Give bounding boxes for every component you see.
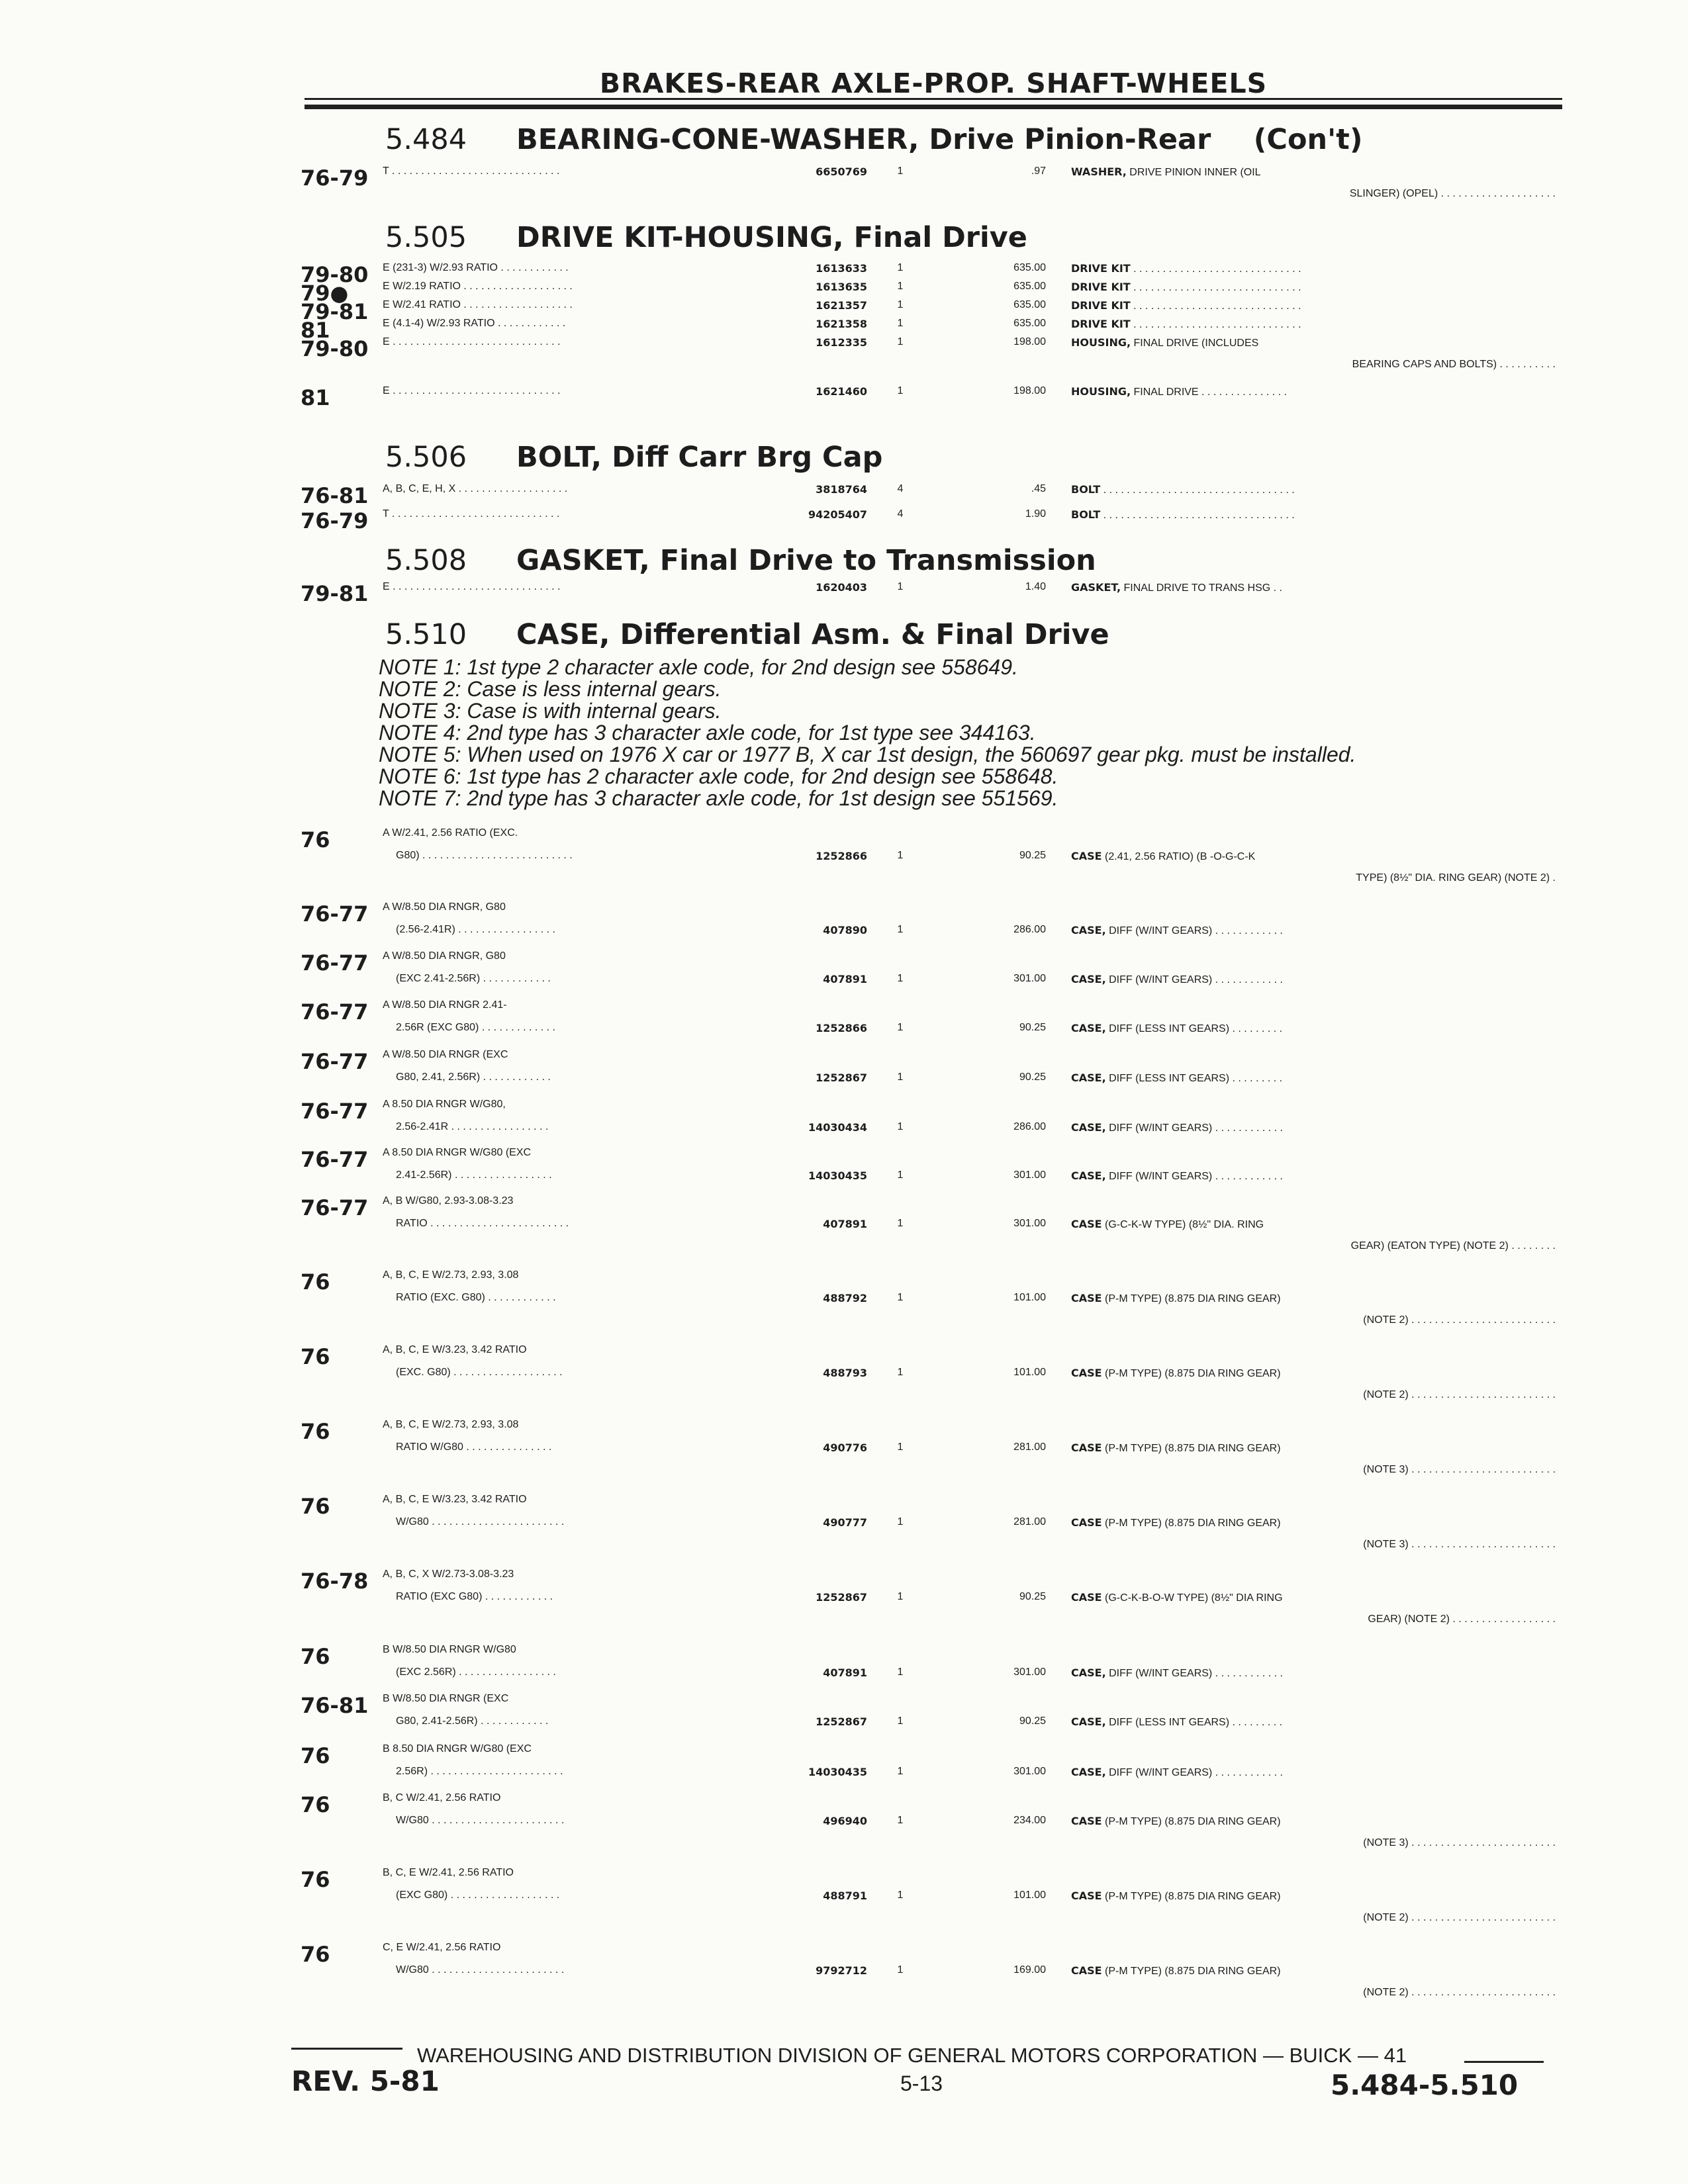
part-name (1071, 581, 1561, 594)
part-name-detail: (P-M TYPE) (8.875 DIA RING GEAR) (1102, 1293, 1281, 1304)
part-name-cont: GEAR) (NOTE 2) . . . . . . . . . . . . . . . . . . (1368, 1614, 1556, 1625)
quantity: 1 (897, 1889, 904, 1901)
quantity: 1 (897, 281, 904, 292)
part-name-detail: DIFF (W/INT GEARS) . . . . . . . . . . . . (1105, 1668, 1283, 1679)
part-number: 1252867 (816, 1715, 867, 1728)
part-name-keyword: CASE (1071, 1292, 1102, 1304)
model-years: 76-79 (301, 508, 369, 533)
quantity: 1 (897, 1964, 904, 1976)
note-line: NOTE 2: Case is less internal gears. (379, 677, 722, 701)
section-number: 5.505 (385, 221, 467, 254)
quantity: 1 (897, 1292, 904, 1303)
application-desc-cont: W/G80 . . . . . . . . . . . . . . . . . . . . . . . (396, 1516, 565, 1527)
model-years: 76-77 (301, 1099, 369, 1124)
part-name-detail: DIFF (W/INT GEARS) . . . . . . . . . . . . (1105, 1122, 1283, 1134)
application-desc-cont: 2.41-2.56R) . . . . . . . . . . . . . . . . . (396, 1169, 552, 1181)
application-desc: E W/2.41 RATIO . . . . . . . . . . . . . . . . . . . (383, 299, 573, 310)
part-number: 490776 (823, 1441, 867, 1454)
part-name-detail: (P-M TYPE) (8.875 DIA RING GEAR) (1102, 1816, 1281, 1827)
note-line: NOTE 3: Case is with internal gears. (379, 699, 722, 723)
model-years: 76 (301, 1942, 330, 1967)
note-line: NOTE 4: 2nd type has 3 character axle code, for 1st type see 344163. (379, 721, 1036, 745)
part-name-cont: (NOTE 3) . . . . . . . . . . . . . . . . . . . . . . . . . (1363, 1539, 1556, 1550)
part-name (1071, 1666, 1561, 1680)
quantity: 1 (897, 165, 904, 177)
application-desc: A W/8.50 DIA RNGR, G80 (383, 901, 506, 913)
application-desc: B W/8.50 DIA RNGR (EXC (383, 1693, 509, 1704)
section-title: GASKET, Final Drive to Transmission (516, 544, 1096, 577)
part-name-keyword: CASE, (1071, 1169, 1106, 1182)
part-number: 1613633 (816, 262, 867, 275)
application-desc: A W/8.50 DIA RNGR 2.41- (383, 999, 507, 1011)
part-name-cont: BEARING CAPS AND BOLTS) . . . . . . . . . . (1352, 359, 1556, 370)
application-desc: A W/2.41, 2.56 RATIO (EXC. (383, 827, 518, 839)
page-header-title: BRAKES-REAR AXLE-PROP. SHAFT-WHEELS (599, 68, 1268, 99)
model-years: 76 (301, 1344, 330, 1369)
part-name-keyword: CASE, (1071, 1766, 1106, 1778)
application-desc: A, B, C, E, H, X . . . . . . . . . . . . . . . . . . . (383, 483, 568, 494)
part-name-detail: . . . . . . . . . . . . . . . . . . . . . . . . . . . . . . . . . (1100, 484, 1295, 496)
part-name-keyword: CASE, (1071, 973, 1106, 985)
application-desc: A, B, C, E W/2.73, 2.93, 3.08 (383, 1269, 519, 1281)
section-title: DRIVE KIT-HOUSING, Final Drive (516, 221, 1027, 254)
part-name (1071, 1292, 1561, 1305)
quantity: 1 (897, 1815, 904, 1826)
price: 635.00 (1013, 281, 1046, 292)
part-name-keyword: BOLT (1071, 483, 1101, 496)
application-desc: A W/8.50 DIA RNGR (EXC (383, 1049, 508, 1060)
price: 301.00 (1013, 973, 1046, 984)
model-years: 76-77 (301, 1195, 369, 1220)
part-name-detail: (P-M TYPE) (8.875 DIA RING GEAR) (1102, 1966, 1281, 1977)
application-desc: A W/8.50 DIA RNGR, G80 (383, 950, 506, 962)
part-name (1071, 281, 1561, 294)
application-desc-cont: W/G80 . . . . . . . . . . . . . . . . . . . . . . . (396, 1815, 565, 1826)
part-name-detail: (G-C-K-W TYPE) (8½" DIA. RING (1102, 1219, 1264, 1230)
application-desc-cont: RATIO . . . . . . . . . . . . . . . . . . . . . . . . (396, 1218, 569, 1229)
application-desc: B 8.50 DIA RNGR W/G80 (EXC (383, 1743, 532, 1754)
quantity: 1 (897, 336, 904, 347)
part-name (1071, 1516, 1561, 1529)
application-desc-cont: (EXC G80) . . . . . . . . . . . . . . . . . . . (396, 1889, 560, 1901)
price: 198.00 (1013, 336, 1046, 347)
price: 281.00 (1013, 1441, 1046, 1453)
note-line: NOTE 5: When used on 1976 X car or 1977 B, X car 1st design, the 560697 gear pkg. must be installed. (379, 743, 1356, 766)
part-number: 14030434 (808, 1121, 867, 1134)
application-desc: E (4.1-4) W/2.93 RATIO . . . . . . . . . . . . (383, 318, 566, 329)
part-name-detail: FINAL DRIVE (INCLUDES (1131, 338, 1259, 349)
part-name-detail: (P-M TYPE) (8.875 DIA RING GEAR) (1102, 1891, 1281, 1902)
price: 101.00 (1013, 1367, 1046, 1378)
section-title: BOLT, Diff Carr Brg Cap (516, 441, 883, 474)
part-name-keyword: CASE (1071, 1591, 1102, 1604)
part-name (1071, 924, 1561, 937)
application-desc: E (231-3) W/2.93 RATIO . . . . . . . . . . . . (383, 262, 569, 273)
price: 301.00 (1013, 1218, 1046, 1229)
model-years: 79-80 (301, 336, 369, 361)
section-number: 5.508 (385, 544, 467, 577)
part-name-keyword: CASE (1071, 1889, 1102, 1902)
quantity: 1 (897, 1516, 904, 1527)
application-desc-cont: (EXC 2.41-2.56R) . . . . . . . . . . . . (396, 973, 551, 984)
part-name-cont: (NOTE 2) . . . . . . . . . . . . . . . . . . . . . . . . . (1363, 1389, 1556, 1400)
part-name (1071, 1367, 1561, 1380)
part-name (1071, 1121, 1561, 1134)
price: 90.25 (1019, 1022, 1046, 1033)
model-years: 76-77 (301, 999, 369, 1024)
quantity: 4 (897, 483, 904, 494)
part-number: 1613635 (816, 281, 867, 293)
price: 101.00 (1013, 1292, 1046, 1303)
footer-section-range: 5.484-5.510 (1331, 2069, 1519, 2101)
quantity: 1 (897, 385, 904, 396)
application-desc-cont: 2.56-2.41R . . . . . . . . . . . . . . . . . (396, 1121, 549, 1132)
part-number: 407891 (823, 1218, 867, 1230)
note-line: NOTE 7: 2nd type has 3 character axle code, for 1st design see 551569. (379, 786, 1058, 810)
application-desc-cont: (2.56-2.41R) . . . . . . . . . . . . . . . . . (396, 924, 555, 935)
price: 301.00 (1013, 1766, 1046, 1777)
part-number: 488793 (823, 1367, 867, 1379)
price: 301.00 (1013, 1666, 1046, 1678)
model-years: 79-80 (301, 262, 369, 287)
part-name-detail: . . . . . . . . . . . . . . . . . . . . . . . . . . . . . . . . . (1100, 510, 1295, 521)
part-number: 490777 (823, 1516, 867, 1529)
part-name-keyword: BOLT (1071, 508, 1101, 521)
quantity: 1 (897, 1071, 904, 1083)
application-desc-cont: 2.56R (EXC G80) . . . . . . . . . . . . . (396, 1022, 555, 1033)
part-name-keyword: CASE, (1071, 1022, 1106, 1034)
part-name-detail: DIFF (W/INT GEARS) . . . . . . . . . . . . (1105, 1171, 1283, 1182)
part-name (1071, 299, 1561, 312)
part-name-keyword: WASHER, (1071, 165, 1127, 178)
part-name-detail: DIFF (W/INT GEARS) . . . . . . . . . . . . (1105, 974, 1283, 985)
part-name-cont: (NOTE 3) . . . . . . . . . . . . . . . . . . . . . . . . . (1363, 1464, 1556, 1475)
model-years: 76-77 (301, 950, 369, 976)
application-desc-cont: G80, 2.41, 2.56R) . . . . . . . . . . . . (396, 1071, 551, 1083)
model-years: 76-77 (301, 1049, 369, 1074)
part-name (1071, 483, 1561, 496)
part-name-keyword: CASE, (1071, 924, 1106, 936)
application-desc: A, B W/G80, 2.93-3.08-3.23 (383, 1195, 514, 1206)
part-name-detail: DIFF (W/INT GEARS) . . . . . . . . . . . . (1105, 925, 1283, 936)
section-heading (385, 221, 1027, 254)
part-name-detail: DRIVE PINION INNER (OIL (1126, 167, 1261, 178)
footer-revision: REV. 5-81 (291, 2065, 440, 2097)
section-heading (385, 441, 882, 474)
price: .45 (1031, 483, 1046, 494)
application-desc: E . . . . . . . . . . . . . . . . . . . . . . . . . . . . . (383, 385, 561, 396)
part-name (1071, 1218, 1561, 1231)
price: 90.25 (1019, 850, 1046, 861)
application-desc-cont: RATIO (EXC. G80) . . . . . . . . . . . . (396, 1292, 556, 1303)
quantity: 1 (897, 262, 904, 273)
part-number: 1621460 (816, 385, 867, 398)
section-heading (385, 123, 1363, 156)
application-desc-cont: RATIO W/G80 . . . . . . . . . . . . . . . (396, 1441, 552, 1453)
application-desc: E . . . . . . . . . . . . . . . . . . . . . . . . . . . . . (383, 336, 561, 347)
price: 1.40 (1025, 581, 1046, 592)
quantity: 1 (897, 1169, 904, 1181)
part-number: 1621358 (816, 318, 867, 330)
section-suffix: (Con't) (1253, 123, 1363, 156)
part-number: 1621357 (816, 299, 867, 312)
quantity: 1 (897, 1121, 904, 1132)
part-name-keyword: CASE (1071, 1964, 1102, 1977)
part-name-detail: . . . . . . . . . . . . . . . . . . . . . . . . . . . . . (1130, 263, 1301, 275)
model-years: 76 (301, 1867, 330, 1892)
part-name-keyword: GASKET, (1071, 581, 1121, 594)
section-number: 5.484 (385, 123, 467, 156)
part-name (1071, 165, 1561, 179)
section-number: 5.506 (385, 441, 467, 474)
part-name-keyword: DRIVE KIT (1071, 299, 1131, 312)
application-desc: B, C, E W/2.41, 2.56 RATIO (383, 1867, 514, 1878)
quantity: 1 (897, 924, 904, 935)
application-desc-cont: 2.56R) . . . . . . . . . . . . . . . . . . . . . . . (396, 1766, 563, 1777)
part-number: 1252867 (816, 1591, 867, 1604)
part-name-detail: (G-C-K-B-O-W TYPE) (8½" DIA RING (1102, 1592, 1283, 1604)
header-rule-thick (305, 105, 1562, 109)
part-name (1071, 318, 1561, 331)
price: 169.00 (1013, 1964, 1046, 1976)
application-desc-cont: (EXC. G80) . . . . . . . . . . . . . . . . . . . (396, 1367, 563, 1378)
part-name-cont: (NOTE 2) . . . . . . . . . . . . . . . . . . . . . . . . . (1363, 1912, 1556, 1923)
application-desc: T . . . . . . . . . . . . . . . . . . . . . . . . . . . . . (383, 165, 560, 177)
part-name-detail: . . . . . . . . . . . . . . . . . . . . . . . . . . . . . (1130, 319, 1301, 330)
part-number: 94205407 (808, 508, 867, 521)
part-name-keyword: HOUSING, (1071, 385, 1131, 398)
section-heading (385, 544, 1096, 577)
part-name (1071, 1071, 1561, 1085)
part-name (1071, 508, 1561, 522)
application-desc-cont: (EXC 2.56R) . . . . . . . . . . . . . . . . . (396, 1666, 556, 1678)
header-rule (305, 98, 1562, 100)
part-name-keyword: DRIVE KIT (1071, 281, 1131, 293)
application-desc: A, B, C, X W/2.73-3.08-3.23 (383, 1569, 514, 1580)
part-name-cont: TYPE) (8½" DIA. RING GEAR) (NOTE 2) . (1356, 872, 1556, 884)
section-title: BEARING-CONE-WASHER, Drive Pinion-Rear (516, 123, 1211, 156)
price: 635.00 (1013, 299, 1046, 310)
part-name-detail: (2.41, 2.56 RATIO) (B -O-G-C-K (1102, 851, 1256, 862)
price: 90.25 (1019, 1071, 1046, 1083)
part-number: 496940 (823, 1815, 867, 1827)
quantity: 1 (897, 973, 904, 984)
application-desc: A, B, C, E W/2.73, 2.93, 3.08 (383, 1419, 519, 1430)
price: 286.00 (1013, 1121, 1046, 1132)
part-number: 14030435 (808, 1766, 867, 1778)
price: 234.00 (1013, 1815, 1046, 1826)
price: 90.25 (1019, 1715, 1046, 1727)
part-name (1071, 1766, 1561, 1779)
part-number: 407890 (823, 924, 867, 936)
part-name-keyword: CASE (1071, 1516, 1102, 1529)
part-number: 407891 (823, 1666, 867, 1679)
part-number: 14030435 (808, 1169, 867, 1182)
part-name-keyword: CASE (1071, 1218, 1102, 1230)
part-number: 3818764 (816, 483, 867, 496)
quantity: 1 (897, 1715, 904, 1727)
price: 635.00 (1013, 318, 1046, 329)
application-desc: A, B, C, E W/3.23, 3.42 RATIO (383, 1344, 527, 1355)
quantity: 1 (897, 318, 904, 329)
application-desc: B W/8.50 DIA RNGR W/G80 (383, 1644, 516, 1655)
part-number: 1252867 (816, 1071, 867, 1084)
price: 281.00 (1013, 1516, 1046, 1527)
quantity: 1 (897, 299, 904, 310)
price: 90.25 (1019, 1591, 1046, 1602)
model-years: 81 (301, 385, 330, 410)
part-name (1071, 1964, 1561, 1978)
model-years: 76 (301, 1269, 330, 1295)
application-desc: C, E W/2.41, 2.56 RATIO (383, 1942, 501, 1953)
part-name-keyword: CASE, (1071, 1071, 1106, 1084)
part-name-keyword: HOUSING, (1071, 336, 1131, 349)
part-name-keyword: CASE (1071, 1367, 1102, 1379)
application-desc-cont: G80) . . . . . . . . . . . . . . . . . . . . . . . . . . (396, 850, 573, 861)
part-number: 1620403 (816, 581, 867, 594)
part-name (1071, 1815, 1561, 1828)
application-desc: E W/2.19 RATIO . . . . . . . . . . . . . . . . . . . (383, 281, 573, 292)
part-number: 407891 (823, 973, 867, 985)
quantity: 4 (897, 508, 904, 520)
footer-page-number: 5-13 (900, 2071, 943, 2095)
part-name (1071, 1591, 1561, 1604)
part-name (1071, 262, 1561, 275)
model-years: 76-78 (301, 1569, 369, 1594)
part-name-detail: (P-M TYPE) (8.875 DIA RING GEAR) (1102, 1443, 1281, 1454)
part-name-cont: (NOTE 3) . . . . . . . . . . . . . . . . . . . . . . . . . (1363, 1837, 1556, 1848)
part-name-keyword: DRIVE KIT (1071, 318, 1131, 330)
application-desc: B, C W/2.41, 2.56 RATIO (383, 1792, 501, 1803)
model-years: 76 (301, 1644, 330, 1669)
model-years: 76-77 (301, 901, 369, 927)
part-number: 1612335 (816, 336, 867, 349)
footer-rule-right (1464, 2061, 1544, 2063)
application-desc: A, B, C, E W/3.23, 3.42 RATIO (383, 1494, 527, 1505)
quantity: 1 (897, 1441, 904, 1453)
model-years: 76 (301, 1743, 330, 1768)
model-years: 76 (301, 827, 330, 852)
price: 635.00 (1013, 262, 1046, 273)
part-name-cont: GEAR) (EATON TYPE) (NOTE 2) . . . . . . . . (1350, 1240, 1556, 1251)
part-number: 488792 (823, 1292, 867, 1304)
section-heading (385, 618, 1109, 651)
part-name-detail: DIFF (W/INT GEARS) . . . . . . . . . . . . (1105, 1767, 1283, 1778)
part-name-keyword: CASE, (1071, 1666, 1106, 1679)
application-desc: A 8.50 DIA RNGR W/G80 (EXC (383, 1147, 532, 1158)
section-title: CASE, Differential Asm. & Final Drive (516, 618, 1109, 651)
part-name (1071, 1169, 1561, 1183)
part-name-detail: . . . . . . . . . . . . . . . . . . . . . . . . . . . . . (1130, 282, 1301, 293)
part-name-keyword: DRIVE KIT (1071, 262, 1131, 275)
model-years: 76-79 (301, 165, 369, 191)
part-name-keyword: CASE, (1071, 1715, 1106, 1728)
quantity: 1 (897, 1666, 904, 1678)
part-number: 488791 (823, 1889, 867, 1902)
price: 286.00 (1013, 924, 1046, 935)
part-name (1071, 385, 1561, 398)
footer-rule-left (291, 2048, 402, 2050)
footer-division-text: WAREHOUSING AND DISTRIBUTION DIVISION OF GENERAL MOTORS CORPORATION — BUICK — 41 (417, 2044, 1407, 2067)
part-name (1071, 1022, 1561, 1035)
quantity: 1 (897, 581, 904, 592)
quantity: 1 (897, 1766, 904, 1777)
model-years: 76 (301, 1419, 330, 1444)
part-name-cont: (NOTE 2) . . . . . . . . . . . . . . . . . . . . . . . . . (1363, 1987, 1556, 1998)
note-line: NOTE 6: 1st type has 2 character axle code, for 2nd design see 558648. (379, 764, 1058, 788)
application-desc-cont: G80, 2.41-2.56R) . . . . . . . . . . . . (396, 1715, 549, 1727)
price: .97 (1031, 165, 1046, 177)
part-name-keyword: CASE (1071, 850, 1102, 862)
part-name (1071, 1889, 1561, 1903)
part-name-detail: . . . . . . . . . . . . . . . . . . . . . . . . . . . . . (1130, 300, 1301, 312)
part-name-cont: (NOTE 2) . . . . . . . . . . . . . . . . . . . . . . . . . (1363, 1314, 1556, 1326)
part-name-detail: (P-M TYPE) (8.875 DIA RING GEAR) (1102, 1368, 1281, 1379)
part-name-cont: SLINGER) (OPEL) . . . . . . . . . . . . . . . . . . . . (1349, 188, 1556, 199)
model-years: 76-77 (301, 1147, 369, 1172)
quantity: 1 (897, 1367, 904, 1378)
quantity: 1 (897, 1591, 904, 1602)
note-line: NOTE 1: 1st type 2 character axle code, for 2nd design see 558649. (379, 655, 1018, 679)
application-desc: T . . . . . . . . . . . . . . . . . . . . . . . . . . . . . (383, 508, 560, 520)
model-years: 76-81 (301, 1693, 369, 1718)
part-number: 1252866 (816, 850, 867, 862)
price: 198.00 (1013, 385, 1046, 396)
price: 301.00 (1013, 1169, 1046, 1181)
part-name (1071, 1715, 1561, 1729)
model-years: 76 (301, 1494, 330, 1519)
model-years: 76 (301, 1792, 330, 1817)
model-years: 79-81 (301, 299, 369, 324)
part-number: 9792712 (816, 1964, 867, 1977)
quantity: 1 (897, 1022, 904, 1033)
part-name-detail: DIFF (LESS INT GEARS) . . . . . . . . . (1105, 1717, 1283, 1728)
part-name-detail: FINAL DRIVE . . . . . . . . . . . . . . . (1131, 387, 1287, 398)
application-desc: E . . . . . . . . . . . . . . . . . . . . . . . . . . . . . (383, 581, 561, 592)
application-desc-cont: W/G80 . . . . . . . . . . . . . . . . . . . . . . . (396, 1964, 565, 1976)
part-name-detail: DIFF (LESS INT GEARS) . . . . . . . . . (1105, 1023, 1283, 1034)
part-name (1071, 973, 1561, 986)
price: 1.90 (1025, 508, 1046, 520)
part-number: 6650769 (816, 165, 867, 178)
part-name-keyword: CASE (1071, 1815, 1102, 1827)
part-name (1071, 336, 1561, 349)
part-name-detail: (P-M TYPE) (8.875 DIA RING GEAR) (1102, 1518, 1281, 1529)
model-years: 76-81 (301, 483, 369, 508)
part-number: 1252866 (816, 1022, 867, 1034)
quantity: 1 (897, 1218, 904, 1229)
price: 101.00 (1013, 1889, 1046, 1901)
part-name (1071, 850, 1561, 863)
application-desc: A 8.50 DIA RNGR W/G80, (383, 1099, 506, 1110)
part-name-detail: FINAL DRIVE TO TRANS HSG . . (1121, 582, 1282, 594)
part-name-keyword: CASE, (1071, 1121, 1106, 1134)
part-name-keyword: CASE (1071, 1441, 1102, 1454)
section-number: 5.510 (385, 618, 467, 651)
part-name-detail: DIFF (LESS INT GEARS) . . . . . . . . . (1105, 1073, 1283, 1084)
model-years: 79● (301, 281, 349, 306)
part-name (1071, 1441, 1561, 1455)
model-years: 79-81 (301, 581, 369, 606)
application-desc-cont: RATIO (EXC G80) . . . . . . . . . . . . (396, 1591, 553, 1602)
quantity: 1 (897, 850, 904, 861)
model-years: 81 (301, 318, 330, 343)
